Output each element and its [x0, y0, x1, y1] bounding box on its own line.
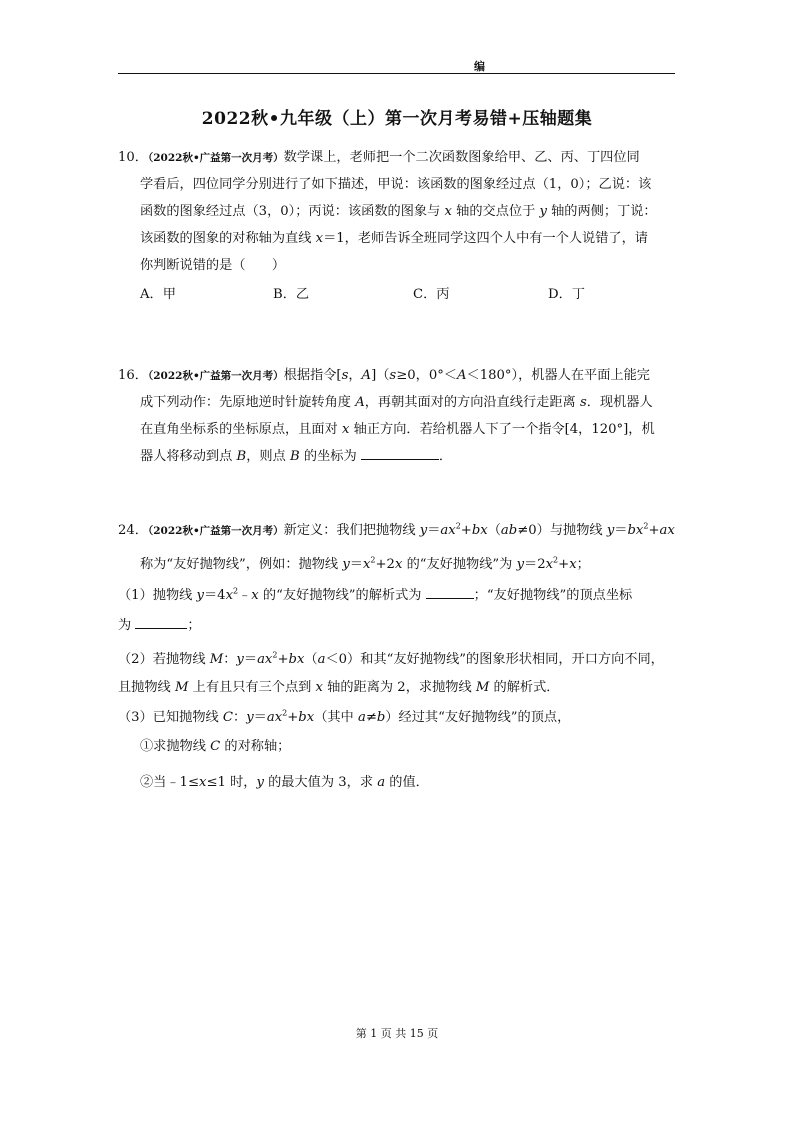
q24-text: 新定义：我们把抛物线	[283, 523, 420, 538]
var-C: C	[222, 710, 233, 725]
q24-number: 24．	[118, 523, 148, 538]
var-y: y	[419, 523, 428, 538]
q16-text: ，再朝其面对的方向沿直线行走距离	[364, 395, 580, 410]
q24-text: +2	[375, 557, 395, 572]
q24-text: 的解析式．	[489, 680, 560, 695]
var-C: C	[210, 739, 221, 754]
q24-text: ：	[233, 710, 247, 725]
var-y: y	[256, 775, 264, 790]
q24-text: ＝	[614, 523, 628, 538]
answer-blank[interactable]	[135, 616, 187, 629]
q24-text: +	[287, 710, 299, 725]
q10-line-4	[140, 227, 648, 246]
var-b: b	[376, 710, 386, 725]
var-bx: bx	[471, 523, 488, 538]
q24-text: 轴的距离为 2，求抛物线	[322, 680, 476, 695]
var-y: y	[236, 652, 244, 667]
var-x: x	[569, 557, 577, 572]
exponent: 2	[370, 555, 376, 565]
var-x: x	[394, 557, 403, 572]
var-ax: ax	[440, 523, 456, 538]
var-A: A	[457, 368, 467, 383]
var-ab: ab	[500, 523, 518, 538]
q16-line-2	[140, 391, 653, 410]
var-x: x	[315, 680, 323, 695]
q24-sub-1	[140, 735, 290, 754]
q16-text: 根据指令[	[283, 368, 342, 383]
var-A: A	[361, 368, 372, 383]
q10-text-1: 数学课上，老师把一个二次函数图象给甲、乙、丙、丁四位同	[283, 150, 640, 165]
answer-blank[interactable]	[361, 447, 439, 460]
q24-text: 的最大值为 3，求	[263, 775, 378, 790]
q24-line-1	[118, 519, 675, 538]
page-footer: 第 1 页 共 15 页	[355, 1027, 439, 1040]
var-y: y	[516, 557, 525, 572]
q24-text: 且抛物线	[118, 680, 175, 695]
q24-text: +	[277, 652, 289, 667]
q24-part-1-cont	[118, 614, 201, 633]
var-B: B	[289, 449, 300, 464]
q24-text: 的“友好抛物线”的解析式为	[258, 588, 426, 603]
var-bx: bx	[627, 523, 644, 538]
var-ax: ax	[266, 710, 283, 725]
q16-text: ＜180°），机器人在平面上能完	[466, 368, 650, 383]
q24-text: ＝	[243, 652, 258, 667]
q24-text: ≠0）与抛物线	[517, 523, 607, 538]
var-ax: ax	[659, 523, 675, 538]
var-M: M	[475, 680, 490, 695]
q10-text-4a: 该函数的图象的对称轴为直线	[140, 231, 316, 246]
var-x: x	[251, 588, 259, 603]
q10-text-3a: 函数的图象经过点（3，0）；丙说：该函数的图象与	[140, 204, 445, 219]
q24-text: ①求抛物线	[140, 739, 211, 754]
var-x: x	[315, 231, 324, 246]
q24-part-3	[118, 706, 570, 725]
header-rule	[118, 73, 675, 74]
q10-line-1	[118, 146, 640, 165]
var-x: x	[225, 588, 233, 603]
q16-text: 轴正方向．若给机器人下了一个指令[4，120°]，机	[349, 422, 655, 437]
q24-text: ＝2	[524, 557, 546, 572]
var-y: y	[606, 523, 615, 538]
var-B: B	[236, 449, 247, 464]
q24-text: ≤1 时，	[206, 775, 257, 790]
q10-text-2: 学看后，四位同学分别进行了如下描述，甲说：该函数的图象经过点（1，0）；乙说：该	[140, 177, 652, 192]
q24-text: ：	[223, 652, 237, 667]
var-bx: bx	[288, 652, 305, 667]
q16-text: 在直角坐标系的坐标原点，且面对	[140, 422, 343, 437]
q16-text: ，	[348, 368, 362, 383]
option-d: D．丁	[548, 287, 585, 302]
var-A: A	[355, 395, 365, 410]
q16-source: （2022秋•广益第一次月考）	[147, 370, 284, 382]
q16-text: 的坐标为	[299, 449, 361, 464]
q24-text: 为	[118, 618, 136, 633]
exponent: 2	[455, 521, 461, 531]
option-b: B．乙	[273, 287, 310, 302]
exponent: 2	[282, 708, 288, 718]
exponent: 2	[233, 586, 239, 596]
q10-text-4c: ＝1，老师告诉全班同学这四个人中有一个人说错了，请	[323, 231, 648, 246]
q10-number: 10．	[118, 150, 148, 165]
exponent: 2	[553, 555, 559, 565]
var-y: y	[196, 588, 204, 603]
q24-text: ）经过其“友好抛物线”的顶点，	[385, 710, 571, 725]
var-M: M	[209, 652, 224, 667]
q24-text: ；	[576, 557, 590, 572]
q16-line-4	[140, 445, 452, 464]
q16-text: ，则点	[246, 449, 290, 464]
var-x: x	[342, 422, 350, 437]
q24-part-1	[118, 584, 632, 603]
var-x: x	[545, 557, 554, 572]
q24-text: ＜0）和其“友好抛物线”的图象形状相同，开口方向不同，	[325, 652, 664, 667]
var-s: s	[389, 368, 397, 383]
q16-text: 器人将移动到点	[140, 449, 237, 464]
q16-text: ]（	[371, 368, 390, 383]
exponent: 2	[643, 521, 649, 531]
q24-text: ≠	[365, 710, 377, 725]
q24-text: +	[648, 523, 660, 538]
var-a: a	[357, 710, 366, 725]
option-a: A．甲	[140, 287, 176, 302]
var-s: s	[579, 395, 587, 410]
q16-text: ．	[438, 449, 453, 464]
q24-part-2	[118, 648, 664, 667]
var-y: y	[539, 204, 547, 219]
q24-text: （	[304, 652, 318, 667]
q24-text: ；“友好抛物线”的顶点坐标	[473, 588, 633, 603]
page-title: 2022秋•九年级（上）第一次月考易错+压轴题集	[201, 109, 593, 129]
q10-text-3e: 轴的两侧；丁说：	[546, 204, 657, 219]
q16-text: 成下列动作：先原地逆时针旋转角度	[140, 395, 356, 410]
q24-sub-2	[140, 771, 429, 790]
q24-text: （2）若抛物线	[118, 652, 210, 667]
q24-text: 的“友好抛物线”为	[402, 557, 517, 572]
q24-text: （3）已知抛物线	[118, 710, 223, 725]
q24-part-2-cont	[118, 676, 559, 695]
var-M: M	[174, 680, 189, 695]
var-y: y	[342, 557, 350, 572]
q16-text: ．现机器人	[586, 395, 653, 410]
q24-text: +	[460, 523, 472, 538]
q16-number: 16．	[118, 368, 148, 383]
q24-text: ＝	[253, 710, 267, 725]
q24-text: 上有且只有三个点到	[188, 680, 316, 695]
var-x: x	[199, 775, 207, 790]
var-ax: ax	[257, 652, 273, 667]
option-c: C．丙	[413, 287, 450, 302]
var-x: x	[362, 557, 371, 572]
var-x: x	[444, 204, 452, 219]
q24-text: 的值．	[385, 775, 429, 790]
exponent: 2	[272, 650, 278, 660]
q10-line-5	[140, 254, 285, 273]
q24-text: ＝4	[203, 588, 226, 603]
q10-line-3	[140, 200, 657, 219]
q24-text: ②当﹣1≤	[140, 775, 200, 790]
q24-text: ＝	[427, 523, 441, 538]
q24-text: 称为“友好抛物线”，例如：抛物线	[140, 557, 343, 572]
var-bx: bx	[298, 710, 315, 725]
q24-text: ；	[187, 618, 201, 633]
q24-line-2	[140, 553, 590, 572]
q24-source: （2022秋•广益第一次月考）	[147, 525, 284, 537]
q24-text: ＝	[349, 557, 363, 572]
var-s: s	[341, 368, 349, 383]
q10-line-2	[140, 173, 651, 192]
var-a: a	[377, 775, 386, 790]
header-mark: 编	[474, 60, 485, 73]
q24-text: （	[487, 523, 501, 538]
answer-blank[interactable]	[426, 586, 474, 599]
var-y: y	[246, 710, 254, 725]
q10-source: （2022秋•广益第一次月考）	[147, 152, 284, 164]
q16-line-1	[118, 364, 650, 383]
q24-text: ﹣	[238, 588, 252, 603]
var-a: a	[317, 652, 326, 667]
q24-text: 的对称轴；	[220, 739, 291, 754]
q10-text-3c: 轴的交点位于	[451, 204, 540, 219]
q24-text: +	[558, 557, 570, 572]
q16-text: ≥0，0°＜	[396, 368, 457, 383]
q24-text: （1）抛物线	[118, 588, 197, 603]
q10-text-5: 你判断说错的是（ ）	[140, 258, 286, 273]
q24-text: （其中	[314, 710, 358, 725]
q16-line-3	[140, 418, 655, 437]
